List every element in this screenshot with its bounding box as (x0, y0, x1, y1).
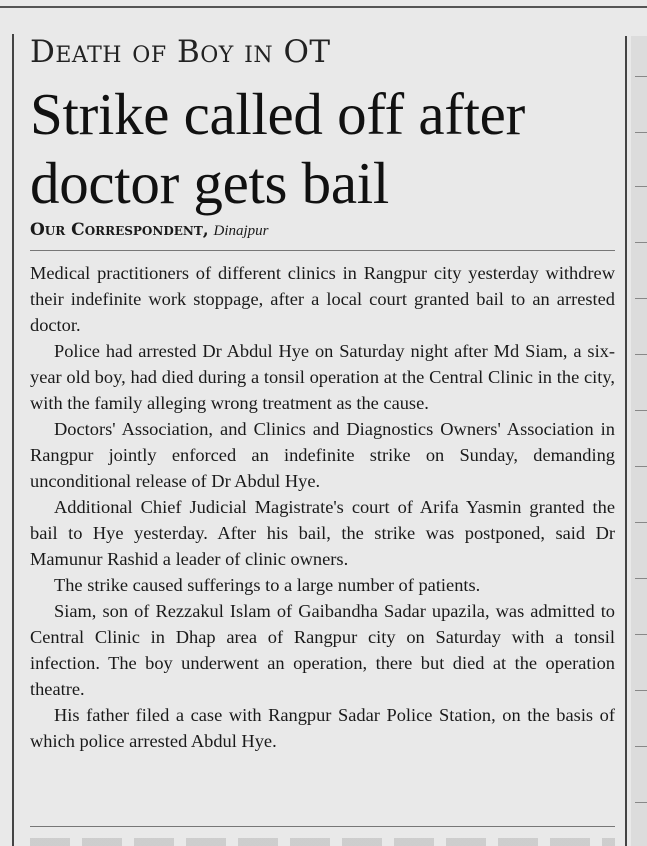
article-body (30, 260, 615, 754)
article-paragraph: Siam, son of Rezzakul Islam of Gaibandha Sadar upazila, was admitted to Central Clinic in Dhap area of Rangpur city on Saturday with a tonsil infection. The boy underwent an operation, there but died at the operation theatre. (30, 601, 615, 699)
article-end-rule (30, 826, 615, 827)
column-right-rule (625, 36, 627, 846)
adjacent-column-edge (631, 36, 647, 846)
article-paragraph: His father filed a case with Rangpur Sadar Police Station, on the basis of which police arrested Abdul Hye. (30, 705, 615, 751)
next-article-fragment (30, 838, 615, 846)
article-kicker: Death of Boy in OT (30, 34, 331, 70)
article-paragraph: The strike caused sufferings to a large number of patients. (54, 575, 481, 595)
column-left-rule (12, 34, 14, 846)
byline-divider (30, 250, 615, 251)
article-paragraph: Medical practitioners of different clinics in Rangpur city yesterday withdrew their indefinite work stoppage, after a local court granted bail to an arrested doctor. (30, 263, 615, 335)
byline-name: Our Correspondent, (30, 220, 209, 240)
article-paragraph: Additional Chief Judicial Magistrate's court of Arifa Yasmin granted the bail to Hye yesterday. After his bail, the strike was postponed, said Dr Mamunur Rashid a leader of clinic owners. (30, 497, 615, 569)
byline-place: Dinajpur (213, 223, 269, 239)
page-top-rule (0, 6, 647, 8)
article-byline (30, 220, 269, 240)
article-headline: Strike called off after doctor gets bail (30, 81, 525, 216)
article-paragraph: Police had arrested Dr Abdul Hye on Saturday night after Md Siam, a six-year old boy, had died during a tonsil operation at the Central Clinic in the city, with the family alleging wrong treatment as the cause. (30, 341, 615, 413)
article-paragraph: Doctors' Association, and Clinics and Diagnostics Owners' Association in Rangpur jointly enforced an indefinite strike on Sunday, demanding unconditional release of Dr Abdul Hye. (30, 419, 615, 491)
